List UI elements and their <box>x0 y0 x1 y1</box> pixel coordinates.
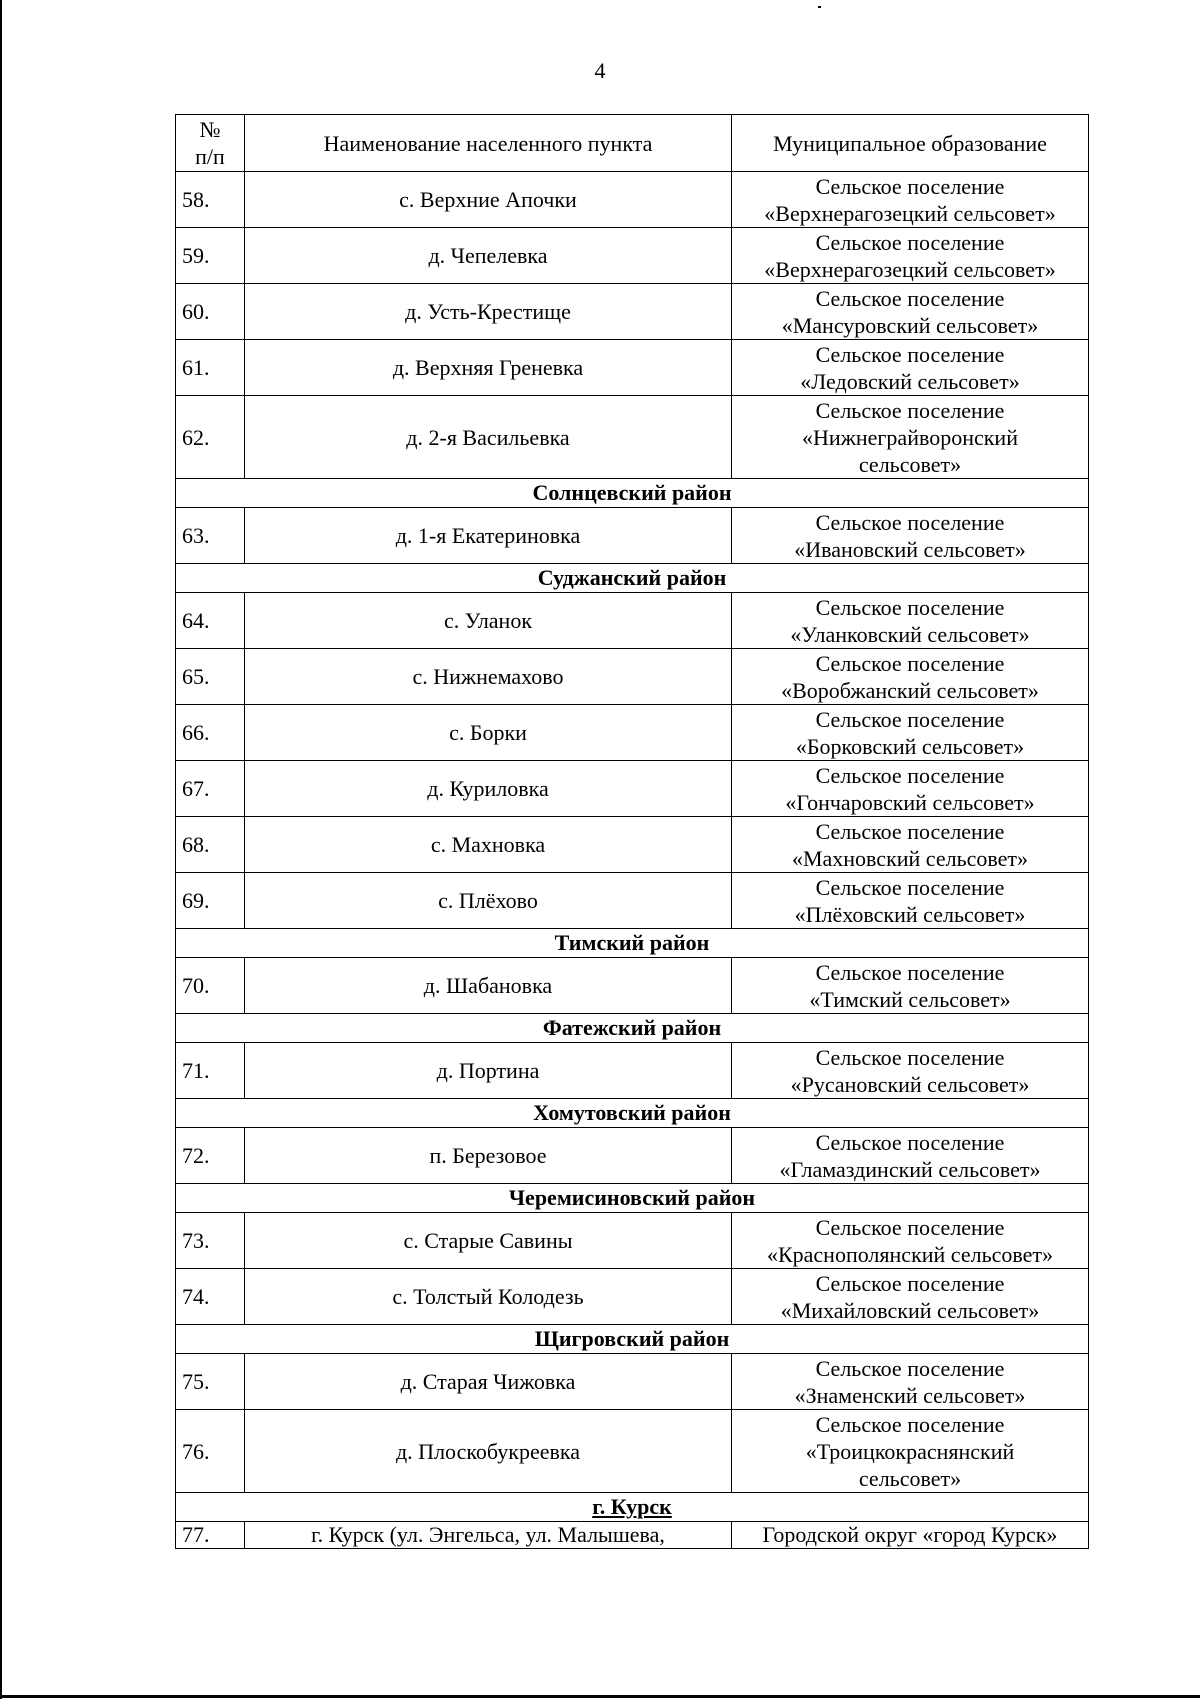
municipality-line: «Верхнерагозецкий сельсовет» <box>764 200 1056 226</box>
page-border-bottom <box>0 1695 1200 1698</box>
municipality-line: Сельское поселение <box>815 706 1005 732</box>
table-row <box>176 340 1089 396</box>
municipality-line: «Верхнерагозецкий сельсовет» <box>764 256 1056 282</box>
municipality-line: «Борковский сельсовет» <box>795 733 1025 759</box>
municipality <box>732 396 1089 479</box>
settlement-name: д. Старая Чижовка <box>245 1354 732 1410</box>
municipality-line: Сельское поселение <box>815 341 1005 367</box>
municipality-line: Сельское поселение <box>815 397 1005 423</box>
municipality <box>732 1213 1089 1269</box>
municipality-line: Сельское поселение <box>815 762 1005 788</box>
municipality-line: Сельское поселение <box>815 509 1005 535</box>
table-body <box>176 172 1089 1549</box>
district-row <box>176 1014 1089 1043</box>
table-row <box>176 1128 1089 1184</box>
table-row <box>176 284 1089 340</box>
municipality-line: «Тимский сельсовет» <box>809 986 1011 1012</box>
settlement-name: с. Борки <box>245 705 732 761</box>
row-number: 64. <box>176 593 245 649</box>
municipality <box>732 508 1089 564</box>
table-header-row <box>176 115 1089 172</box>
municipality-line: «Гламаздинский сельсовет» <box>779 1156 1041 1182</box>
table-row <box>176 817 1089 873</box>
municipality-line: Сельское поселение <box>815 818 1005 844</box>
settlement-name: с. Верхние Апочки <box>245 172 732 228</box>
settlement-name: с. Толстый Колодезь <box>245 1269 732 1325</box>
row-number: 66. <box>176 705 245 761</box>
municipality <box>732 1043 1089 1099</box>
district-row <box>176 1493 1089 1522</box>
district-cell <box>176 1014 1089 1043</box>
row-number: 76. <box>176 1410 245 1493</box>
table-row <box>176 958 1089 1014</box>
municipality-line: «Ивановский сельсовет» <box>794 536 1026 562</box>
municipality <box>732 593 1089 649</box>
municipality-line: Сельское поселение <box>815 1355 1005 1381</box>
district-cell <box>176 1099 1089 1128</box>
header-number-symbol: № <box>199 117 221 142</box>
district-name: г. Курск <box>592 1494 672 1519</box>
settlement-name: д. Плоскобукреевка <box>245 1410 732 1493</box>
district-row <box>176 1325 1089 1354</box>
municipality <box>732 761 1089 817</box>
header-municipality: Муниципальное образование <box>732 115 1089 172</box>
row-number: 65. <box>176 649 245 705</box>
district-row <box>176 479 1089 508</box>
table-row <box>176 1043 1089 1099</box>
settlement-name: п. Березовое <box>245 1128 732 1184</box>
municipality-line: Сельское поселение <box>815 1214 1005 1240</box>
table-row <box>176 172 1089 228</box>
table-row <box>176 1269 1089 1325</box>
table-row <box>176 873 1089 929</box>
settlement-name: д. Портина <box>245 1043 732 1099</box>
table-row <box>176 228 1089 284</box>
district-cell <box>176 1493 1089 1522</box>
municipality <box>732 705 1089 761</box>
municipality-line: «Мансуровский сельсовет» <box>781 312 1039 338</box>
municipality-line: «Краснополянский сельсовет» <box>766 1241 1054 1267</box>
row-number: 72. <box>176 1128 245 1184</box>
settlement-name: с. Старые Савины <box>245 1213 732 1269</box>
row-number: 62. <box>176 396 245 479</box>
table-row <box>176 508 1089 564</box>
municipality-line: Сельское поселение <box>815 285 1005 311</box>
municipality-line: Сельское поселение <box>815 650 1005 676</box>
table-row <box>176 705 1089 761</box>
row-number: 70. <box>176 958 245 1014</box>
header-number-abbrev: п/п <box>195 144 225 169</box>
row-number: 63. <box>176 508 245 564</box>
row-number: 69. <box>176 873 245 929</box>
district-cell <box>176 564 1089 593</box>
table-row <box>176 649 1089 705</box>
municipality-line: сельсовет» <box>858 1465 962 1491</box>
settlements-table <box>175 114 1089 1549</box>
municipality-line: Сельское поселение <box>815 874 1005 900</box>
row-number: 67. <box>176 761 245 817</box>
page-number: 4 <box>594 58 606 83</box>
municipality-line: «Михайловский сельсовет» <box>780 1297 1040 1323</box>
district-row <box>176 1184 1089 1213</box>
municipality-line: «Нижнеграйворонский <box>802 424 1018 450</box>
district-cell <box>176 1325 1089 1354</box>
row-number: 58. <box>176 172 245 228</box>
settlement-name: д. 2-я Васильевка <box>245 396 732 479</box>
header-settlement-name: Наименование населенного пункта <box>245 115 732 172</box>
row-number: 60. <box>176 284 245 340</box>
district-cell <box>176 929 1089 958</box>
table-row <box>176 1522 1089 1549</box>
municipality-line: «Уланковский сельсовет» <box>790 621 1030 647</box>
settlement-name: д. Куриловка <box>245 761 732 817</box>
municipality <box>732 1410 1089 1493</box>
table-row <box>176 396 1089 479</box>
municipality-line: «Гончаровский сельсовет» <box>785 789 1035 815</box>
municipality-line: Сельское поселение <box>815 594 1005 620</box>
municipality-line: Сельское поселение <box>815 1411 1005 1437</box>
district-name: Щигровский район <box>534 1326 730 1351</box>
municipality-line: «Троицкокраснянский <box>805 1438 1015 1464</box>
district-name: Хомутовский район <box>533 1100 731 1125</box>
municipality <box>732 817 1089 873</box>
municipality-line: «Плёховский сельсовет» <box>794 901 1026 927</box>
municipality <box>732 228 1089 284</box>
district-cell <box>176 479 1089 508</box>
municipality-line: Сельское поселение <box>815 1129 1005 1155</box>
settlement-name: д. Шабановка <box>245 958 732 1014</box>
district-cell <box>176 1184 1089 1213</box>
district-name: Фатежский район <box>542 1015 722 1040</box>
row-number: 68. <box>176 817 245 873</box>
settlement-name: с. Махновка <box>245 817 732 873</box>
municipality-line: «Махновский сельсовет» <box>791 845 1029 871</box>
municipality <box>732 649 1089 705</box>
row-number: 75. <box>176 1354 245 1410</box>
municipality-line: Сельское поселение <box>815 173 1005 199</box>
table-row <box>176 1213 1089 1269</box>
header-number <box>176 115 245 172</box>
municipality <box>732 284 1089 340</box>
settlement-name: г. Курск (ул. Энгельса, ул. Малышева, <box>245 1522 732 1549</box>
row-number: 73. <box>176 1213 245 1269</box>
settlement-name: д. Чепелевка <box>245 228 732 284</box>
district-name: Черемисиновский район <box>508 1185 756 1210</box>
district-name: Суджанский район <box>537 565 727 590</box>
municipality-line: «Воробжанский сельсовет» <box>781 677 1039 703</box>
row-number: 71. <box>176 1043 245 1099</box>
row-number: 74. <box>176 1269 245 1325</box>
municipality <box>732 958 1089 1014</box>
municipality-line: «Ледовский сельсовет» <box>800 368 1020 394</box>
row-number: 61. <box>176 340 245 396</box>
municipality-line: Сельское поселение <box>815 959 1005 985</box>
municipality <box>732 1354 1089 1410</box>
municipality-line: Городской округ «город Курск» <box>762 1522 1058 1547</box>
settlement-name: д. Усть-Крестище <box>245 284 732 340</box>
municipality <box>732 172 1089 228</box>
municipality-line: «Знаменский сельсовет» <box>794 1382 1026 1408</box>
municipality-line: Сельское поселение <box>815 229 1005 255</box>
table-row <box>176 593 1089 649</box>
municipality <box>732 340 1089 396</box>
table-row <box>176 1354 1089 1410</box>
municipality-line: сельсовет» <box>858 451 962 477</box>
municipality <box>732 873 1089 929</box>
district-row <box>176 929 1089 958</box>
municipality <box>732 1128 1089 1184</box>
page-border-left <box>0 0 2 1699</box>
settlement-name: д. Верхняя Греневка <box>245 340 732 396</box>
municipality-line: «Русановский сельсовет» <box>790 1071 1030 1097</box>
settlement-name: д. 1-я Екатериновка <box>245 508 732 564</box>
scan-speck <box>818 6 821 8</box>
district-row <box>176 1099 1089 1128</box>
municipality-line: Сельское поселение <box>815 1044 1005 1070</box>
district-row <box>176 564 1089 593</box>
table-row <box>176 1410 1089 1493</box>
settlement-name: с. Уланок <box>245 593 732 649</box>
municipality <box>732 1522 1089 1549</box>
municipality-line: Сельское поселение <box>815 1270 1005 1296</box>
row-number: 59. <box>176 228 245 284</box>
table-row <box>176 761 1089 817</box>
district-name: Тимский район <box>554 930 710 955</box>
row-number: 77. <box>176 1522 245 1549</box>
settlement-name: с. Нижнемахово <box>245 649 732 705</box>
district-name: Солнцевский район <box>532 480 732 505</box>
municipality <box>732 1269 1089 1325</box>
settlement-name: с. Плёхово <box>245 873 732 929</box>
